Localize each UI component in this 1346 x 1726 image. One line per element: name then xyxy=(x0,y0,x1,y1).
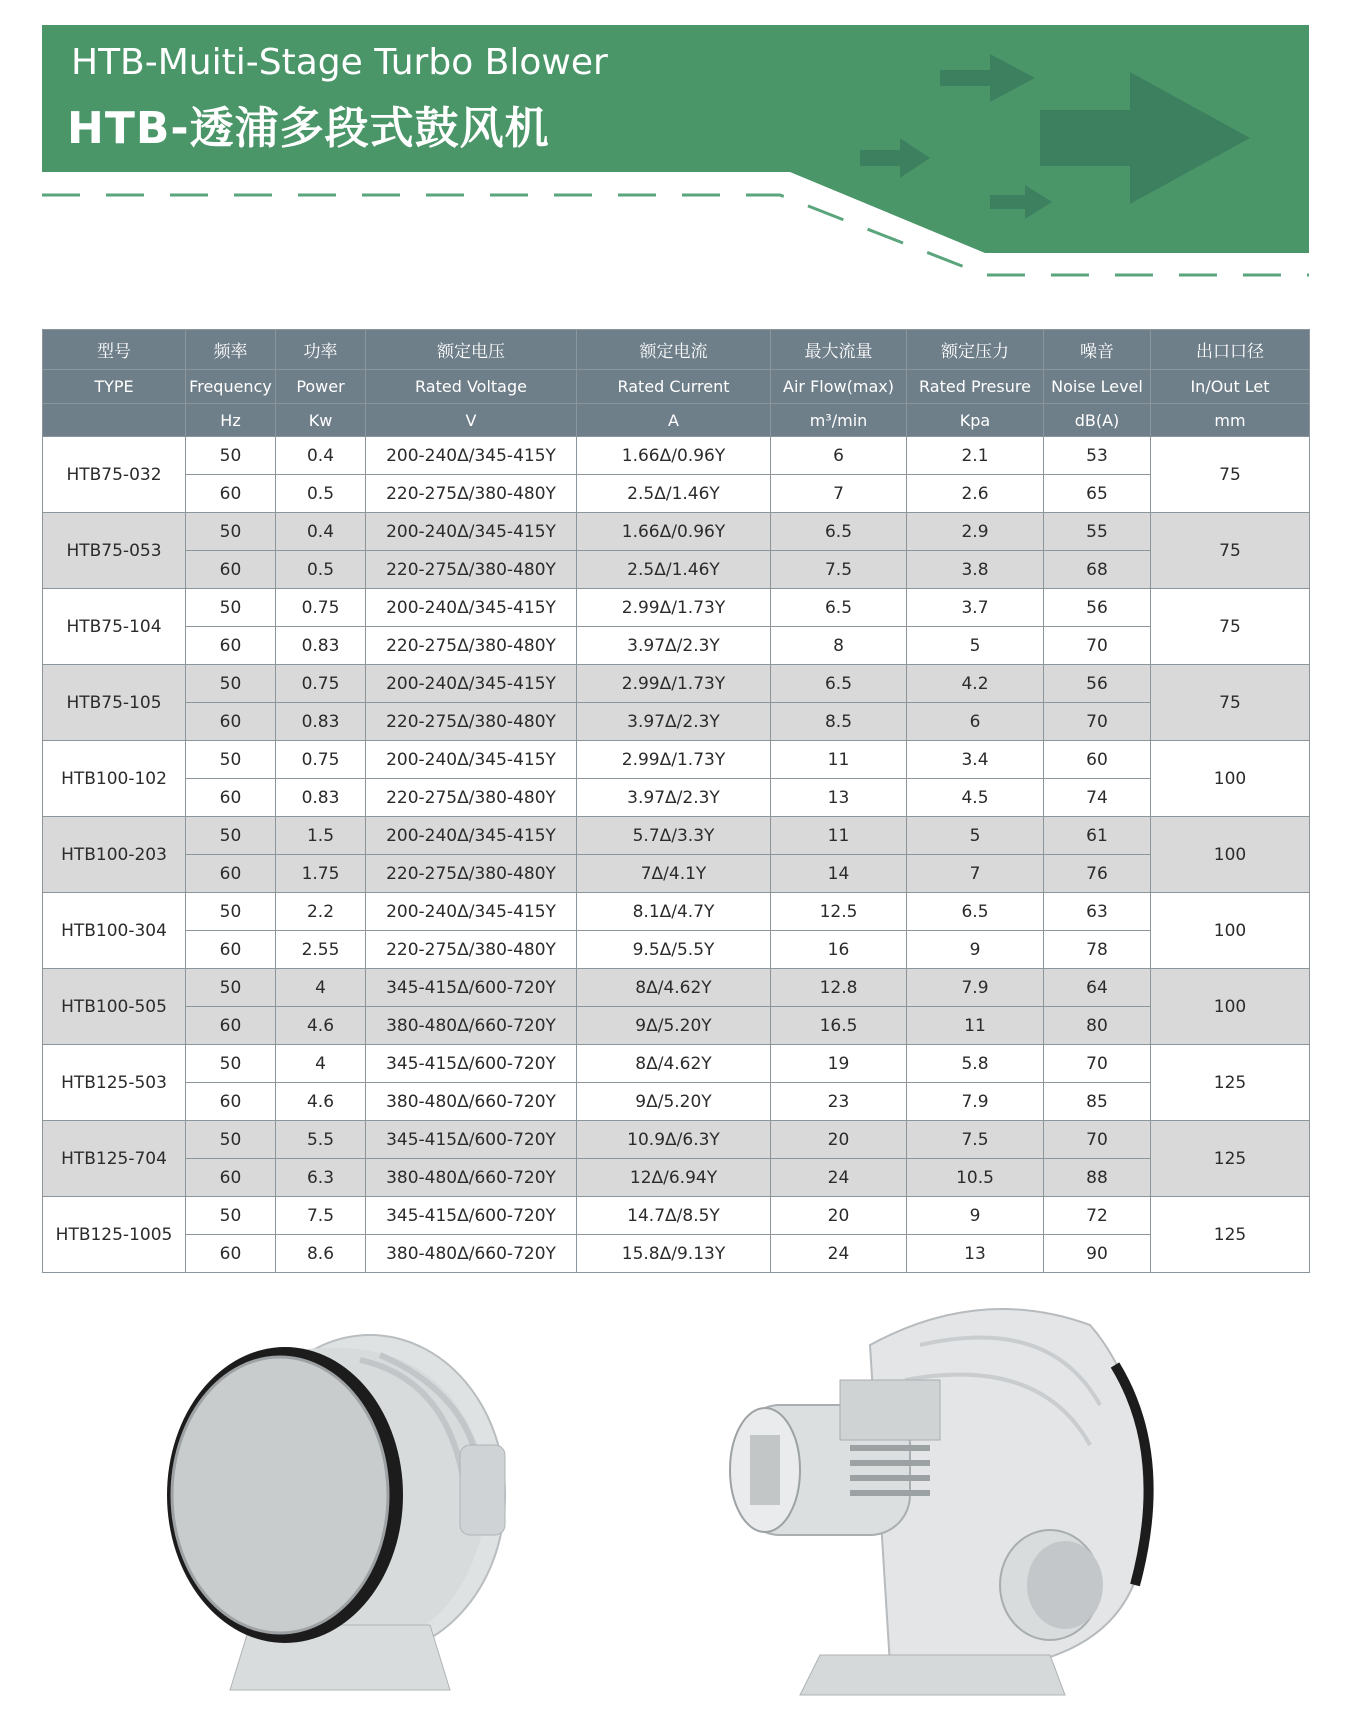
cell-frequency: 50 xyxy=(186,513,276,551)
spec-table xyxy=(42,329,1310,1273)
cell-frequency: 50 xyxy=(186,1045,276,1083)
cell-pressure: 3.4 xyxy=(907,741,1044,779)
cell-flow: 20 xyxy=(771,1121,907,1159)
header-en-flow: Air Flow(max) xyxy=(771,370,907,404)
header-row-en xyxy=(43,370,1310,404)
cell-power: 0.75 xyxy=(276,665,366,703)
cell-noise: 70 xyxy=(1044,703,1151,741)
cell-noise: 72 xyxy=(1044,1197,1151,1235)
cell-flow: 20 xyxy=(771,1197,907,1235)
cell-flow: 8.5 xyxy=(771,703,907,741)
cell-voltage: 220-275Δ/380-480Y xyxy=(366,931,577,969)
cell-pressure: 13 xyxy=(907,1235,1044,1273)
banner-title-cn: HTB-透浦多段式鼓风机 xyxy=(67,103,550,154)
cell-outlet: 125 xyxy=(1151,1121,1310,1197)
cell-frequency: 50 xyxy=(186,1197,276,1235)
header-en-current: Rated Current xyxy=(577,370,771,404)
cell-voltage: 200-240Δ/345-415Y xyxy=(366,893,577,931)
cell-pressure: 5.8 xyxy=(907,1045,1044,1083)
cell-noise: 60 xyxy=(1044,741,1151,779)
cell-voltage: 220-275Δ/380-480Y xyxy=(366,627,577,665)
cell-current: 12Δ/6.94Y xyxy=(577,1159,771,1197)
cell-flow: 24 xyxy=(771,1159,907,1197)
header-cn-type: 型号 xyxy=(43,330,186,370)
cell-noise: 74 xyxy=(1044,779,1151,817)
cell-flow: 12.8 xyxy=(771,969,907,1007)
cell-noise: 70 xyxy=(1044,1045,1151,1083)
header-banner xyxy=(0,0,1346,300)
cell-noise: 55 xyxy=(1044,513,1151,551)
cell-pressure: 9 xyxy=(907,1197,1044,1235)
cell-current: 5.7Δ/3.3Y xyxy=(577,817,771,855)
cell-outlet: 100 xyxy=(1151,817,1310,893)
cell-power: 0.83 xyxy=(276,703,366,741)
cell-frequency: 60 xyxy=(186,1235,276,1273)
table-row xyxy=(43,779,1310,817)
cell-pressure: 2.6 xyxy=(907,475,1044,513)
cell-type: HTB100-102 xyxy=(43,741,186,817)
table-row xyxy=(43,1007,1310,1045)
cell-flow: 6.5 xyxy=(771,665,907,703)
cell-type: HTB100-203 xyxy=(43,817,186,893)
cell-type: HTB125-704 xyxy=(43,1121,186,1197)
cell-pressure: 11 xyxy=(907,1007,1044,1045)
cell-pressure: 10.5 xyxy=(907,1159,1044,1197)
cell-frequency: 60 xyxy=(186,551,276,589)
cell-power: 0.5 xyxy=(276,551,366,589)
table-row xyxy=(43,703,1310,741)
unit-pressure: Kpa xyxy=(907,404,1044,437)
unit-current: A xyxy=(577,404,771,437)
cell-flow: 23 xyxy=(771,1083,907,1121)
cell-power: 0.83 xyxy=(276,779,366,817)
cell-frequency: 50 xyxy=(186,665,276,703)
cell-flow: 16.5 xyxy=(771,1007,907,1045)
header-en-outlet: In/Out Let xyxy=(1151,370,1310,404)
cell-pressure: 3.8 xyxy=(907,551,1044,589)
cell-flow: 11 xyxy=(771,817,907,855)
cell-pressure: 6.5 xyxy=(907,893,1044,931)
cell-frequency: 50 xyxy=(186,437,276,475)
header-cn-noise: 噪音 xyxy=(1044,330,1151,370)
cell-pressure: 2.9 xyxy=(907,513,1044,551)
unit-outlet: mm xyxy=(1151,404,1310,437)
cell-frequency: 60 xyxy=(186,855,276,893)
cell-pressure: 7.9 xyxy=(907,969,1044,1007)
cell-noise: 64 xyxy=(1044,969,1151,1007)
cell-current: 1.66Δ/0.96Y xyxy=(577,513,771,551)
header-cn-pressure: 额定压力 xyxy=(907,330,1044,370)
cell-flow: 13 xyxy=(771,779,907,817)
cell-pressure: 7.5 xyxy=(907,1121,1044,1159)
header-en-noise: Noise Level xyxy=(1044,370,1151,404)
cell-current: 7Δ/4.1Y xyxy=(577,855,771,893)
cell-current: 14.7Δ/8.5Y xyxy=(577,1197,771,1235)
cell-current: 2.99Δ/1.73Y xyxy=(577,741,771,779)
cell-noise: 56 xyxy=(1044,589,1151,627)
cell-noise: 61 xyxy=(1044,817,1151,855)
header-row-units xyxy=(43,404,1310,437)
table-row xyxy=(43,513,1310,551)
header-en-power: Power xyxy=(276,370,366,404)
cell-frequency: 60 xyxy=(186,931,276,969)
cell-voltage: 345-415Δ/600-720Y xyxy=(366,1045,577,1083)
cell-power: 0.4 xyxy=(276,437,366,475)
cell-pressure: 4.2 xyxy=(907,665,1044,703)
cell-frequency: 50 xyxy=(186,893,276,931)
cell-outlet: 75 xyxy=(1151,437,1310,513)
unit-frequency: Hz xyxy=(186,404,276,437)
header-en-frequency: Frequency xyxy=(186,370,276,404)
cell-current: 2.99Δ/1.73Y xyxy=(577,665,771,703)
cell-outlet: 75 xyxy=(1151,665,1310,741)
cell-flow: 6.5 xyxy=(771,513,907,551)
cell-power: 2.55 xyxy=(276,931,366,969)
cell-current: 8Δ/4.62Y xyxy=(577,1045,771,1083)
cell-pressure: 9 xyxy=(907,931,1044,969)
cell-type: HTB125-1005 xyxy=(43,1197,186,1273)
cell-voltage: 200-240Δ/345-415Y xyxy=(366,665,577,703)
cell-voltage: 220-275Δ/380-480Y xyxy=(366,475,577,513)
cell-pressure: 7.9 xyxy=(907,1083,1044,1121)
cell-voltage: 380-480Δ/660-720Y xyxy=(366,1083,577,1121)
table-row xyxy=(43,589,1310,627)
cell-current: 1.66Δ/0.96Y xyxy=(577,437,771,475)
table-row xyxy=(43,969,1310,1007)
cell-frequency: 50 xyxy=(186,589,276,627)
cell-outlet: 100 xyxy=(1151,741,1310,817)
cell-noise: 78 xyxy=(1044,931,1151,969)
cell-current: 9Δ/5.20Y xyxy=(577,1083,771,1121)
cell-power: 5.5 xyxy=(276,1121,366,1159)
cell-flow: 6 xyxy=(771,437,907,475)
cell-current: 3.97Δ/2.3Y xyxy=(577,627,771,665)
cell-voltage: 220-275Δ/380-480Y xyxy=(366,551,577,589)
cell-frequency: 50 xyxy=(186,969,276,1007)
cell-power: 1.75 xyxy=(276,855,366,893)
table-row xyxy=(43,1159,1310,1197)
cell-frequency: 60 xyxy=(186,1083,276,1121)
cell-voltage: 220-275Δ/380-480Y xyxy=(366,779,577,817)
cell-outlet: 125 xyxy=(1151,1197,1310,1273)
cell-current: 2.5Δ/1.46Y xyxy=(577,551,771,589)
cell-frequency: 60 xyxy=(186,703,276,741)
cell-frequency: 50 xyxy=(186,1121,276,1159)
cell-frequency: 60 xyxy=(186,475,276,513)
cell-flow: 24 xyxy=(771,1235,907,1273)
cell-noise: 68 xyxy=(1044,551,1151,589)
cell-power: 4.6 xyxy=(276,1083,366,1121)
table-header xyxy=(43,330,1310,437)
cell-power: 0.4 xyxy=(276,513,366,551)
cell-flow: 7.5 xyxy=(771,551,907,589)
cell-noise: 70 xyxy=(1044,1121,1151,1159)
cell-power: 4 xyxy=(276,969,366,1007)
header-cn-current: 额定电流 xyxy=(577,330,771,370)
table-row xyxy=(43,1121,1310,1159)
cell-power: 0.5 xyxy=(276,475,366,513)
unit-noise: dB(A) xyxy=(1044,404,1151,437)
cell-noise: 85 xyxy=(1044,1083,1151,1121)
cell-frequency: 60 xyxy=(186,1007,276,1045)
table-row xyxy=(43,855,1310,893)
cell-current: 3.97Δ/2.3Y xyxy=(577,779,771,817)
table-row xyxy=(43,931,1310,969)
cell-pressure: 4.5 xyxy=(907,779,1044,817)
cell-noise: 65 xyxy=(1044,475,1151,513)
table-row xyxy=(43,627,1310,665)
unit-voltage: V xyxy=(366,404,577,437)
cell-voltage: 345-415Δ/600-720Y xyxy=(366,969,577,1007)
header-en-pressure: Rated Presure xyxy=(907,370,1044,404)
cell-flow: 16 xyxy=(771,931,907,969)
cell-outlet: 75 xyxy=(1151,589,1310,665)
table-row xyxy=(43,665,1310,703)
cell-voltage: 200-240Δ/345-415Y xyxy=(366,589,577,627)
cell-current: 2.99Δ/1.73Y xyxy=(577,589,771,627)
cell-flow: 7 xyxy=(771,475,907,513)
cell-power: 2.2 xyxy=(276,893,366,931)
cell-current: 8Δ/4.62Y xyxy=(577,969,771,1007)
cell-flow: 12.5 xyxy=(771,893,907,931)
cell-voltage: 200-240Δ/345-415Y xyxy=(366,741,577,779)
cell-pressure: 7 xyxy=(907,855,1044,893)
unit-type xyxy=(43,404,186,437)
header-en-type: TYPE xyxy=(43,370,186,404)
table-row xyxy=(43,893,1310,931)
cell-frequency: 50 xyxy=(186,817,276,855)
cell-current: 3.97Δ/2.3Y xyxy=(577,703,771,741)
cell-frequency: 60 xyxy=(186,779,276,817)
cell-voltage: 200-240Δ/345-415Y xyxy=(366,437,577,475)
cell-frequency: 60 xyxy=(186,627,276,665)
cell-current: 15.8Δ/9.13Y xyxy=(577,1235,771,1273)
cell-type: HTB75-105 xyxy=(43,665,186,741)
table-body xyxy=(43,437,1310,1273)
cell-type: HTB100-505 xyxy=(43,969,186,1045)
table-row xyxy=(43,475,1310,513)
cell-voltage: 220-275Δ/380-480Y xyxy=(366,855,577,893)
table-row xyxy=(43,1083,1310,1121)
cell-outlet: 100 xyxy=(1151,893,1310,969)
cell-noise: 63 xyxy=(1044,893,1151,931)
cell-outlet: 75 xyxy=(1151,513,1310,589)
header-cn-voltage: 额定电压 xyxy=(366,330,577,370)
table-row xyxy=(43,1235,1310,1273)
cell-power: 4.6 xyxy=(276,1007,366,1045)
cell-current: 2.5Δ/1.46Y xyxy=(577,475,771,513)
cell-current: 9Δ/5.20Y xyxy=(577,1007,771,1045)
cell-noise: 88 xyxy=(1044,1159,1151,1197)
cell-power: 0.75 xyxy=(276,589,366,627)
cell-flow: 11 xyxy=(771,741,907,779)
cell-outlet: 100 xyxy=(1151,969,1310,1045)
unit-power: Kw xyxy=(276,404,366,437)
cell-current: 10.9Δ/6.3Y xyxy=(577,1121,771,1159)
cell-noise: 70 xyxy=(1044,627,1151,665)
cell-power: 4 xyxy=(276,1045,366,1083)
cell-flow: 19 xyxy=(771,1045,907,1083)
cell-noise: 56 xyxy=(1044,665,1151,703)
cell-pressure: 3.7 xyxy=(907,589,1044,627)
header-cn-power: 功率 xyxy=(276,330,366,370)
table-row xyxy=(43,1197,1310,1235)
cell-power: 8.6 xyxy=(276,1235,366,1273)
header-en-voltage: Rated Voltage xyxy=(366,370,577,404)
cell-type: HTB75-053 xyxy=(43,513,186,589)
cell-pressure: 5 xyxy=(907,627,1044,665)
header-row-cn xyxy=(43,330,1310,370)
cell-type: HTB75-032 xyxy=(43,437,186,513)
table-row xyxy=(43,551,1310,589)
cell-noise: 53 xyxy=(1044,437,1151,475)
cell-frequency: 50 xyxy=(186,741,276,779)
cell-voltage: 345-415Δ/600-720Y xyxy=(366,1121,577,1159)
cell-power: 0.83 xyxy=(276,627,366,665)
cell-flow: 8 xyxy=(771,627,907,665)
cell-voltage: 200-240Δ/345-415Y xyxy=(366,817,577,855)
header-cn-frequency: 频率 xyxy=(186,330,276,370)
table-row xyxy=(43,437,1310,475)
cell-voltage: 200-240Δ/345-415Y xyxy=(366,513,577,551)
cell-power: 1.5 xyxy=(276,817,366,855)
cell-current: 8.1Δ/4.7Y xyxy=(577,893,771,931)
cell-flow: 14 xyxy=(771,855,907,893)
table-row xyxy=(43,817,1310,855)
cell-voltage: 380-480Δ/660-720Y xyxy=(366,1235,577,1273)
cell-pressure: 5 xyxy=(907,817,1044,855)
cell-pressure: 2.1 xyxy=(907,437,1044,475)
unit-flow: m³/min xyxy=(771,404,907,437)
cell-noise: 76 xyxy=(1044,855,1151,893)
cell-power: 0.75 xyxy=(276,741,366,779)
blower-front-image xyxy=(130,1290,550,1710)
table-row xyxy=(43,741,1310,779)
cell-noise: 80 xyxy=(1044,1007,1151,1045)
cell-noise: 90 xyxy=(1044,1235,1151,1273)
table-row xyxy=(43,1045,1310,1083)
blower-side-image xyxy=(720,1285,1190,1715)
cell-type: HTB75-104 xyxy=(43,589,186,665)
cell-voltage: 220-275Δ/380-480Y xyxy=(366,703,577,741)
cell-outlet: 125 xyxy=(1151,1045,1310,1121)
cell-voltage: 380-480Δ/660-720Y xyxy=(366,1159,577,1197)
header-cn-outlet: 出口口径 xyxy=(1151,330,1310,370)
cell-voltage: 345-415Δ/600-720Y xyxy=(366,1197,577,1235)
cell-power: 6.3 xyxy=(276,1159,366,1197)
banner-title-en: HTB-Muiti-Stage Turbo Blower xyxy=(71,42,608,83)
cell-flow: 6.5 xyxy=(771,589,907,627)
header-cn-flow: 最大流量 xyxy=(771,330,907,370)
cell-power: 7.5 xyxy=(276,1197,366,1235)
cell-frequency: 60 xyxy=(186,1159,276,1197)
cell-current: 9.5Δ/5.5Y xyxy=(577,931,771,969)
cell-pressure: 6 xyxy=(907,703,1044,741)
cell-type: HTB125-503 xyxy=(43,1045,186,1121)
cell-voltage: 380-480Δ/660-720Y xyxy=(366,1007,577,1045)
cell-type: HTB100-304 xyxy=(43,893,186,969)
